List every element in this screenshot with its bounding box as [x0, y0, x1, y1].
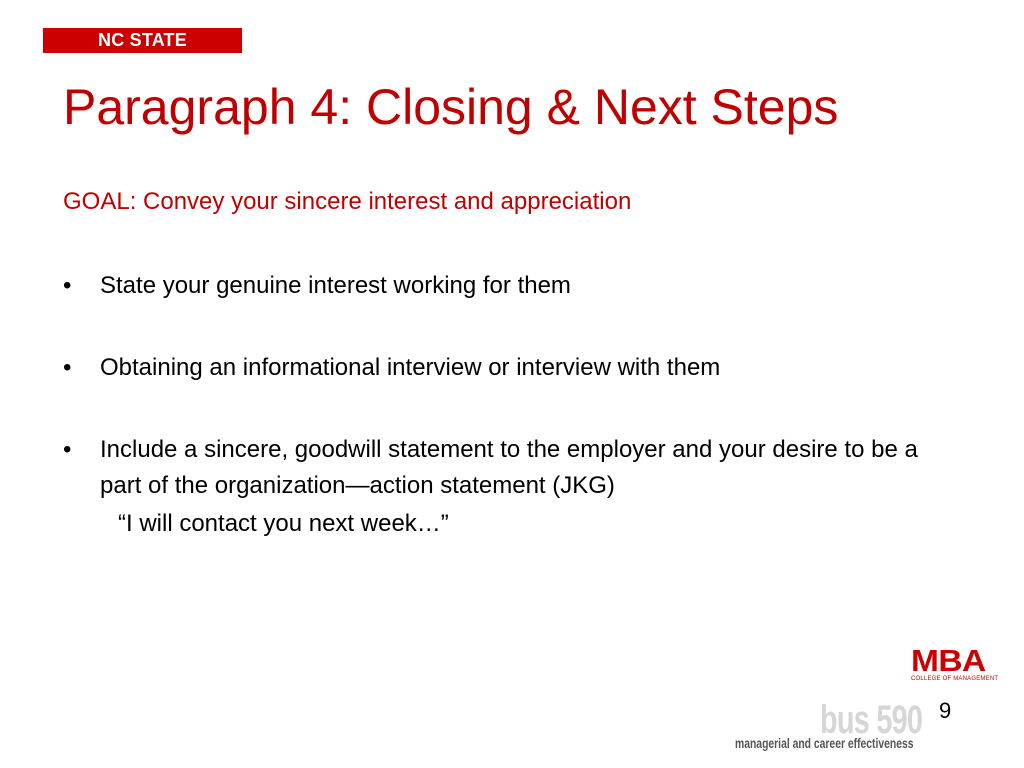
- mba-logo: [911, 643, 999, 683]
- bullet-text: Include a sincere, goodwill statement to the employer and your desire to be a part of the organization—action statement (JKG): [100, 436, 918, 499]
- bullet-icon: •: [63, 436, 72, 463]
- logo-bold-text: NC STATE: [98, 30, 187, 50]
- bullet-item: [63, 350, 923, 386]
- goal-statement: GOAL: Convey your sincere interest and appreciation: [63, 188, 632, 215]
- bullet-list: [63, 268, 923, 504]
- page-number: 9: [939, 698, 952, 723]
- logo-text: UNIVERSITY: [87, 55, 198, 75]
- bullet-icon: •: [63, 272, 72, 299]
- nc-state-university-logo: [43, 28, 242, 75]
- bullet-text: Obtaining an informational interview or interview with them: [100, 354, 721, 381]
- bullet-text: State your genuine interest working for them: [100, 272, 571, 299]
- bullet-icon: •: [63, 354, 72, 381]
- mba-logo-text: MBA: [911, 643, 986, 678]
- slide-title: Paragraph 4: Closing & Next Steps: [63, 79, 839, 135]
- course-tagline: managerial and career effectiveness: [735, 735, 914, 751]
- bullet-item: [63, 268, 923, 304]
- example-quote: “I will contact you next week…”: [118, 510, 449, 537]
- course-watermark: bus 590: [820, 698, 923, 742]
- mba-logo-subtitle: COLLEGE OF MANAGEMENT: [911, 676, 999, 682]
- bullet-item: [63, 432, 923, 504]
